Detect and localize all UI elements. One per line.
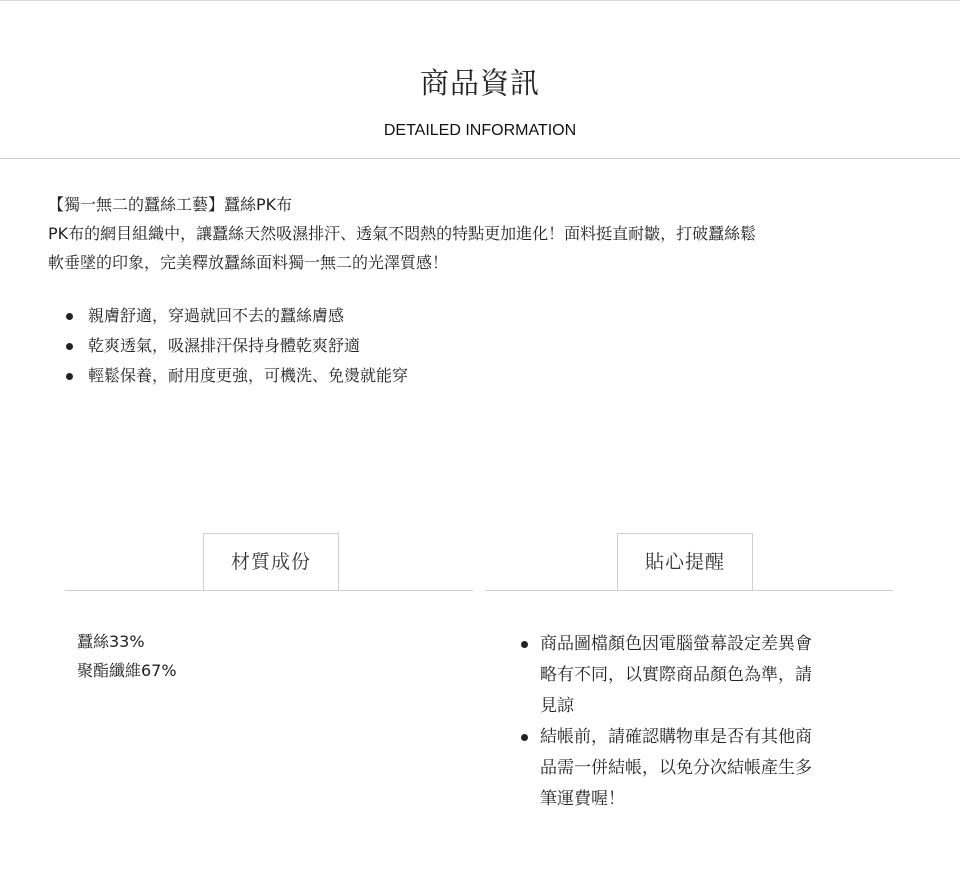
feature-item: 乾爽透氣，吸濕排汗保持身體乾爽舒適 xyxy=(48,331,908,361)
intro-heading: 【獨一無二的蠶絲工藝】蠶絲PK布 xyxy=(48,195,293,214)
material-list xyxy=(77,627,177,685)
reminder-item xyxy=(509,722,849,815)
reminder-list xyxy=(509,629,849,815)
product-intro xyxy=(48,190,908,277)
feature-item: 親膚舒適，穿過就回不去的蠶絲膚感 xyxy=(48,301,908,331)
intro-paragraph-line: 軟垂墜的印象，完美釋放蠶絲面料獨一無二的光澤質感！ xyxy=(48,253,449,272)
intro-paragraph-line: PK布的網目組織中，讓蠶絲天然吸濕排汗、透氣不悶熱的特點更加進化！面料挺直耐皺，打破蠶絲鬆 xyxy=(48,224,757,243)
feature-list xyxy=(48,301,908,391)
reminder-line: 見諒 xyxy=(540,696,574,716)
panel-divider xyxy=(485,590,893,591)
page-title: 商品資訊 xyxy=(419,66,540,100)
reminder-line: 結帳前，請確認購物車是否有其他商 xyxy=(540,727,812,747)
reminder-line: 品需一併結帳，以免分次結帳產生多 xyxy=(540,758,812,778)
reminder-line: 商品圖檔顏色因電腦螢幕設定差異會 xyxy=(540,634,812,654)
material-item: 蠶絲33% xyxy=(77,632,145,651)
section-header xyxy=(0,0,960,159)
tab-material[interactable]: 材質成份 xyxy=(203,533,339,590)
material-item: 聚酯纖維67% xyxy=(77,661,177,680)
panel-divider xyxy=(65,590,473,591)
feature-item: 輕鬆保養，耐用度更強，可機洗、免燙就能穿 xyxy=(48,361,908,391)
reminder-line: 筆運費喔！ xyxy=(540,789,625,809)
page-subtitle: DETAILED INFORMATION xyxy=(383,122,577,139)
tab-reminder[interactable]: 貼心提醒 xyxy=(617,533,753,590)
reminder-line: 略有不同，以實際商品顏色為準，請 xyxy=(540,665,812,685)
reminder-item xyxy=(509,629,849,722)
